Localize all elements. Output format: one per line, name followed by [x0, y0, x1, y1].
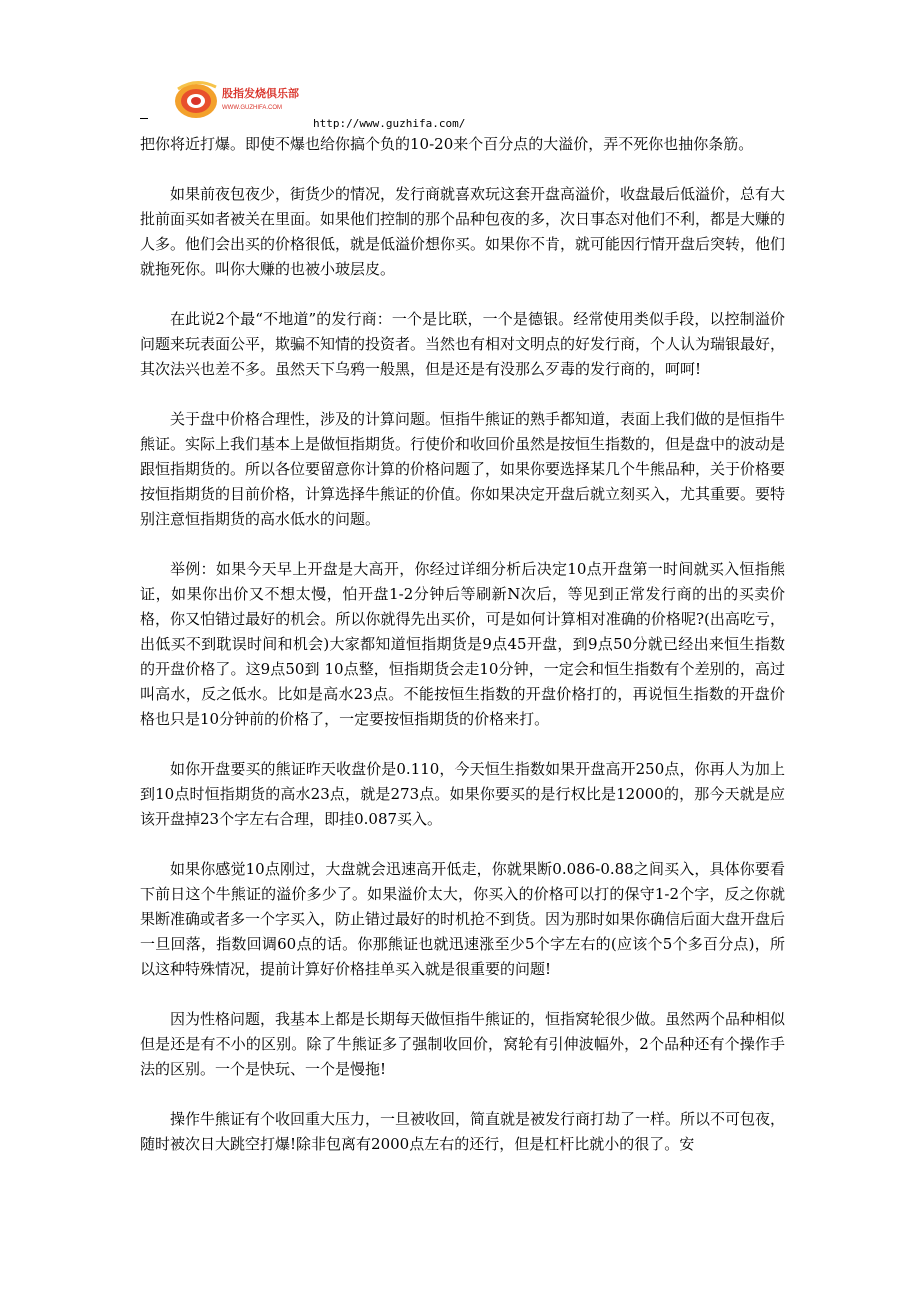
- article-body: [140, 132, 785, 1182]
- logo-text-cn: 股指发烧俱乐部: [222, 88, 299, 100]
- site-url[interactable]: http://www.guzhifa.com/: [313, 117, 466, 130]
- paragraph: 操作牛熊证有个收回重大压力，一旦被收回，简直就是被发行商打劫了一样。所以不可包夜，随时被次日大跳空打爆!除非包离有2000点左右的还行，但是杠杆比就小的很了。安: [140, 1110, 786, 1153]
- paragraph: 在此说2个最“不地道”的发行商：一个是比联，一个是德银。经常使用类似手段，以控制溢价问题来玩表面公平，欺骗不知情的投资者。当然也有相对文明点的好发行商，个人认为瑞银最好，其次法兴也差不多。虽然天下乌鸦一般黑，但是还是有没那么歹毒的发行商的，呵呵!: [140, 310, 786, 378]
- logo-text-en: WWW.GUZHIFA.COM: [222, 105, 282, 111]
- header-dash: [140, 118, 148, 119]
- paragraph: 举例：如果今天早上开盘是大高开，你经过详细分析后决定10点开盘第一时间就买入恒指熊证，如果你出价又不想太慢，怕开盘1-2分钟后等刷新N次后，等见到正常发行商的出的买卖价格，你又怕错过最好的机会。所以你就得先出买价，可是如何计算相对准确的价格呢?(出高吃亏，出低买不到耽误时间和机会)大家都知道恒指期货是9点45开盘，到9点50分就已经出来恒生指数的开盘价格了。这9点50到 10点整，恒指期货会走10分钟，一定会和恒生指数有个差别的，高过叫高水，反之低水。比如是高水23点。不能按恒生指数的开盘价格打的，再说恒生指数的开盘价格也只是10分钟前的价格了，一定要按恒指期货的价格来打。: [140, 560, 785, 728]
- paragraph: 把你将近打爆。即使不爆也给你搞个负的10-20来个百分点的大溢价，弄不死你也抽你条筋。: [140, 135, 754, 153]
- paragraph: 因为性格问题，我基本上都是长期每天做恒指牛熊证的，恒指窝轮很少做。虽然两个品种相似但是还是有不小的区别。除了牛熊证多了强制收回价，窝轮有引伸波幅外，2个品种还有个操作手法的区别。一个是快玩、一个是慢拖!: [140, 1010, 786, 1078]
- paragraph: 如果前夜包夜少，街货少的情况，发行商就喜欢玩这套开盘高溢价，收盘最后低溢价，总有大批前面买如者被关在里面。如果他们控制的那个品种包夜的多，次日事态对他们不利，都是大赚的人多。他们会出买的价格很低，就是低溢价想你买。如果你不肯，就可能因行情开盘后突转，他们就拖死你。叫你大赚的也被小玻层皮。: [140, 185, 786, 278]
- paragraph: 如果你感觉10点刚过，大盘就会迅速高开低走，你就果断0.086-0.88之间买入，具体你要看下前日这个牛熊证的溢价多少了。如果溢价太大，你买入的价格可以打的保守1-2个字，反之你就果断准确或者多一个字买入，防止错过最好的时机抢不到货。因为那时如果你确信后面大盘开盘后一旦回落，指数回调60点的话。你那熊证也就迅速涨至少5个字左右的(应该个5个多百分点)，所以这种特殊情况，提前计算好价格挂单买入就是很重要的问题!: [140, 860, 786, 978]
- paragraph: 如你开盘要买的熊证昨天收盘价是0.110，今天恒生指数如果开盘高开250点，你再人为加上到10点时恒指期货的高水23点，就是273点。如果你要买的是行权比是12000的，那今天就是应该开盘掉23个字左右合理，即挂0.087买入。: [140, 760, 785, 828]
- site-logo[interactable]: [172, 75, 312, 125]
- paragraph: 关于盘中价格合理性，涉及的计算问题。恒指牛熊证的熟手都知道，表面上我们做的是恒指牛熊证。实际上我们基本上是做恒指期货。行使价和收回价虽然是按恒生指数的，但是盘中的波动是跟恒指期货的。所以各位要留意你计算的价格问题了，如果你要选择某几个牛熊品种，关于价格要按恒指期货的目前价格，计算选择牛熊证的价值。你如果决定开盘后就立刻买入，尤其重要。要特别注意恒指期货的高水低水的问题。: [140, 410, 786, 528]
